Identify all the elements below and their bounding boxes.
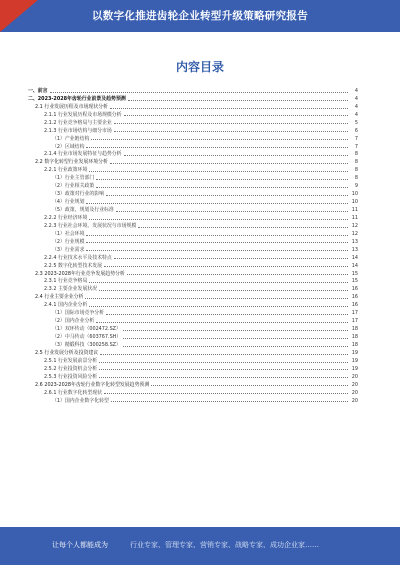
toc-entry-page: 15: [351, 270, 358, 277]
toc-entry-label: 2.3.1 行业竞争格局: [44, 278, 88, 285]
toc-entry-page: 12: [351, 222, 358, 229]
toc-entry-page: 10: [351, 191, 358, 198]
toc-leader-dots: [89, 218, 348, 220]
toc-entry[interactable]: [28, 348, 358, 356]
toc-entry-label: （1）国际市场竞争分析: [52, 310, 105, 317]
toc-leader-dots: [124, 114, 348, 116]
toc-entry-page: 20: [351, 397, 358, 404]
toc-leader-dots: [138, 226, 348, 228]
toc-entry[interactable]: [28, 102, 358, 110]
toc-entry[interactable]: [28, 261, 358, 269]
toc-entry[interactable]: [28, 229, 358, 237]
toc-entry-page: 8: [354, 159, 358, 166]
toc-entry[interactable]: [28, 150, 358, 158]
toc-leader-dots: [106, 194, 348, 196]
toc-entry[interactable]: [28, 213, 358, 221]
toc-entry-page: 17: [351, 310, 358, 317]
toc-entry-label: （2）行业相关政策: [52, 183, 95, 190]
toc-entry-page: 13: [351, 238, 358, 245]
toc-entry[interactable]: [28, 86, 358, 94]
toc-entry[interactable]: [28, 388, 358, 396]
toc-leader-dots: [123, 337, 348, 339]
toc-entry[interactable]: [28, 340, 358, 348]
toc-entry-label: 2.2.4 行业技术水平及技术特点: [44, 254, 112, 261]
toc-entry-page: 9: [354, 183, 358, 190]
footer-slogan: 让每个人都能成为: [52, 541, 108, 549]
toc-entry-page: 17: [351, 318, 358, 325]
toc-entry[interactable]: [28, 356, 358, 364]
toc-entry[interactable]: [28, 284, 358, 292]
toc-entry-page: 20: [351, 381, 358, 388]
toc-entry-label: 二、2023-2028年齿轮行业前景及趋势预测: [28, 95, 126, 102]
toc-leader-dots: [99, 376, 348, 378]
toc-entry[interactable]: [28, 157, 358, 165]
toc-entry-page: 14: [351, 262, 358, 269]
toc-leader-dots: [99, 289, 348, 291]
toc-entry-page: 4: [354, 103, 358, 110]
toc-entry-page: 7: [354, 135, 358, 142]
toc-entry-page: 11: [351, 207, 358, 213]
toc-entry-label: 2.2.1 行业政策环境: [44, 167, 88, 174]
toc-entry-label: 2.1.3 行业市场结构与细分市场: [44, 127, 112, 134]
toc-entry-label: （1）行业主管部门: [52, 175, 95, 182]
toc-leader-dots: [114, 257, 348, 259]
toc-entry-page: 4: [354, 95, 358, 102]
toc-leader-dots: [91, 138, 348, 140]
toc-leader-dots: [116, 210, 348, 212]
toc-entry-page: 8: [354, 151, 358, 158]
toc-leader-dots: [104, 265, 348, 267]
table-of-contents: [28, 86, 358, 404]
toc-entry-page: 7: [354, 143, 358, 150]
toc-leader-dots: [85, 297, 348, 299]
toc-leader-dots: [127, 273, 348, 275]
toc-entry-page: 10: [351, 199, 358, 206]
toc-leader-dots: [86, 202, 348, 204]
toc-leader-dots: [123, 329, 348, 331]
toc-leader-dots: [96, 186, 348, 188]
toc-entry[interactable]: [28, 165, 358, 173]
toc-entry-page: 4: [354, 111, 358, 118]
toc-entry[interactable]: [28, 173, 358, 181]
toc-entry[interactable]: [28, 181, 358, 189]
toc-entry-label: （4）行业规划: [52, 199, 85, 206]
toc-entry[interactable]: [28, 142, 358, 150]
toc-entry-label: （2）行业规模: [52, 238, 85, 245]
toc-entry[interactable]: [28, 308, 358, 316]
toc-entry-page: 18: [351, 334, 358, 340]
page-header: [0, 0, 400, 32]
toc-entry-label: （1）社会环境: [52, 230, 85, 237]
toc-leader-dots: [111, 400, 348, 402]
toc-entry[interactable]: [28, 277, 358, 285]
toc-entry-label: （3）精锻科技（300258.SZ）: [52, 341, 121, 348]
toc-entry-label: （2）区域结构: [52, 143, 85, 150]
toc-leader-dots: [89, 281, 348, 283]
toc-leader-dots: [106, 313, 348, 315]
toc-entry-page: 8: [354, 175, 358, 182]
toc-leader-dots: [124, 154, 348, 156]
toc-leader-dots: [110, 162, 348, 164]
toc-leader-dots: [100, 353, 348, 355]
toc-leader-dots: [86, 146, 348, 148]
toc-leader-dots: [99, 368, 348, 370]
toc-entry-label: 2.2.5 数字化转型技术发展: [44, 262, 103, 269]
toc-entry[interactable]: [28, 396, 358, 404]
toc-entry-label: 2.6.1 行业数字化转型现状: [44, 389, 103, 396]
toc-entry[interactable]: [28, 205, 358, 213]
toc-entry-page: 19: [351, 357, 358, 364]
toc-entry-page: 20: [351, 373, 358, 380]
toc-entry-label: 2.5.3 行业投资风险分析: [44, 373, 98, 380]
toc-leader-dots: [104, 392, 348, 394]
toc-leader-dots: [86, 234, 348, 236]
toc-entry[interactable]: [28, 189, 358, 197]
toc-entry-label: 2.1.2 行业竞争格局与主要企业: [44, 119, 112, 126]
toc-entry-label: 2.6 2023-2028年齿轮行业数字化转型发展趋势预测: [35, 381, 150, 388]
toc-entry[interactable]: [28, 380, 358, 388]
toc-entry[interactable]: [28, 237, 358, 245]
toc-entry-label: （1）产业链结构: [52, 135, 90, 142]
toc-leader-dots: [50, 91, 348, 93]
toc-entry[interactable]: [28, 118, 358, 126]
toc-entry[interactable]: [28, 197, 358, 205]
toc-entry[interactable]: [28, 364, 358, 372]
toc-entry-label: 2.2.2 行业经济环境: [44, 214, 88, 221]
toc-entry-label: 2.4 行业主要企业分析: [35, 294, 84, 301]
toc-entry-label: （1）双环传动（002472.SZ）: [52, 326, 121, 333]
toc-entry[interactable]: [28, 110, 358, 118]
toc-entry-label: （5）政策、规划及行业标准: [52, 207, 114, 213]
toc-entry[interactable]: [28, 94, 358, 102]
toc-entry-label: 2.4.1 国内企业分析: [44, 302, 88, 309]
toc-entry-label: 2.5.1 行业发展前景分析: [44, 357, 98, 364]
toc-entry-page: 13: [351, 246, 358, 253]
toc-leader-dots: [151, 384, 348, 386]
toc-entry[interactable]: [28, 324, 358, 332]
toc-entry-page: 11: [351, 214, 358, 221]
toc-entry-label: 一、前言: [28, 87, 48, 94]
toc-entry[interactable]: [28, 316, 358, 324]
toc-entry[interactable]: [28, 253, 358, 261]
toc-leader-dots: [110, 107, 348, 109]
toc-entry[interactable]: [28, 221, 358, 229]
toc-entry[interactable]: [28, 372, 358, 380]
toc-entry-page: 20: [351, 389, 358, 396]
toc-entry-label: （3）政策对行业的影响: [52, 191, 105, 198]
toc-leader-dots: [86, 241, 348, 243]
toc-entry-page: 15: [351, 278, 358, 285]
toc-entry-label: 2.1 行业发展历程及市场现状分析: [35, 103, 108, 110]
toc-leader-dots: [96, 178, 348, 180]
toc-leader-dots: [128, 99, 348, 101]
toc-heading: 内容目录: [175, 60, 224, 74]
toc-entry-page: 19: [351, 365, 358, 372]
toc-leader-dots: [123, 345, 348, 347]
toc-entry-label: 2.2 数字化转型行业发展环境分析: [35, 159, 108, 166]
page-footer: [0, 527, 400, 565]
toc-leader-dots: [96, 321, 348, 323]
toc-entry-page: 18: [351, 341, 358, 348]
toc-entry-page: 4: [354, 87, 358, 94]
toc-leader-dots: [86, 249, 348, 251]
toc-entry-page: 12: [351, 230, 358, 237]
toc-entry-label: （2）国内企业分析: [52, 318, 95, 325]
footer-expert-list: 行业专家、管理专家、营销专家、战略专家、成功企业家……: [130, 541, 319, 549]
report-title: 以数字化推进齿轮企业转型升级策略研究报告: [92, 10, 308, 22]
toc-entry-label: （3）行业需求: [52, 246, 85, 253]
toc-leader-dots: [114, 122, 348, 124]
toc-entry-page: 6: [354, 127, 358, 134]
toc-entry-page: 19: [351, 349, 358, 356]
toc-leader-dots: [89, 170, 348, 172]
toc-entry-label: 2.2.3 行业社会环境、发展状况与市场规模: [44, 222, 137, 229]
toc-leader-dots: [99, 361, 348, 363]
toc-entry-label: 2.3 2023-2028年行业竞争发展趋势分析: [35, 270, 125, 277]
toc-entry[interactable]: [28, 332, 358, 340]
toc-entry-label: 2.3.2 主要企业发展状况: [44, 286, 98, 293]
toc-entry-page: 8: [354, 167, 358, 174]
toc-leader-dots: [89, 305, 348, 307]
toc-entry-page: 14: [351, 254, 358, 261]
toc-entry-page: 18: [351, 326, 358, 333]
toc-entry-page: 5: [354, 119, 358, 126]
toc-entry-label: 2.1.4 行业市场发展特征与趋势分析: [44, 151, 122, 158]
toc-entry[interactable]: [28, 269, 358, 277]
toc-entry-label: （2）中马传动（603767.SH）: [52, 334, 122, 340]
toc-entry[interactable]: [28, 126, 358, 134]
toc-entry-label: 2.1.1 行业发展历程及市场规模分析: [44, 111, 122, 118]
toc-entry[interactable]: [28, 292, 358, 300]
toc-entry[interactable]: [28, 300, 358, 308]
toc-entry-page: 16: [351, 294, 358, 301]
toc-entry-label: （1）国内企业数字化转型: [52, 397, 109, 404]
toc-entry-page: 16: [351, 286, 358, 293]
toc-entry-page: 16: [351, 302, 358, 309]
toc-leader-dots: [114, 130, 348, 132]
toc-entry-label: 2.5 行业发展分析及投资建议: [35, 349, 99, 356]
toc-entry[interactable]: [28, 134, 358, 142]
toc-entry-label: 2.5.2 行业投资机会分析: [44, 365, 98, 372]
toc-entry[interactable]: [28, 245, 358, 253]
